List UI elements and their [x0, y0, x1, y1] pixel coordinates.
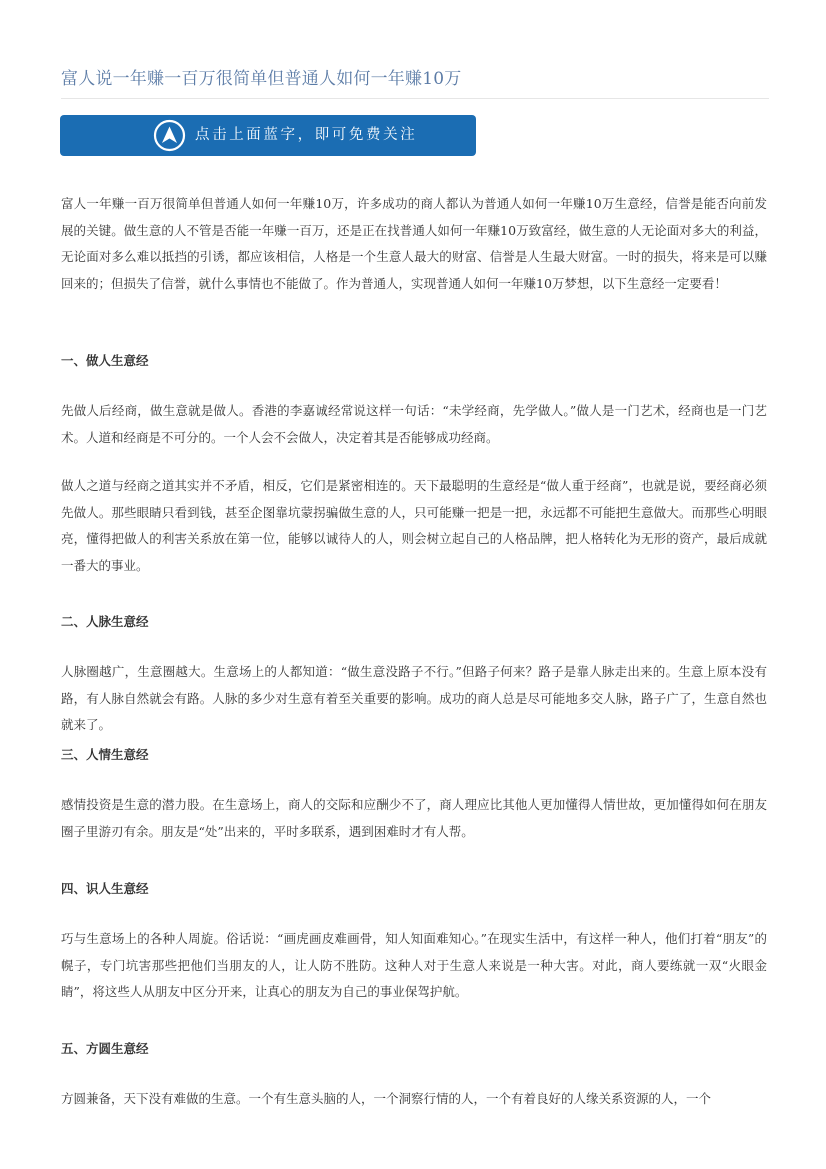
section-1-paragraph-1: 先做人后经商，做生意就是做人。香港的李嘉诚经常说这样一句话：“未学经商，先学做人。”做人是一门艺术，经商也是一门艺术。人道和经商是不可分的。一个人会不会做人，决定着其是否能够成功经商。 [61, 403, 767, 445]
section-heading-4: 四、识人生意经 [61, 881, 149, 896]
navigation-arrow-icon [153, 119, 186, 152]
section-1-paragraph-2-block [61, 473, 767, 579]
section-5-paragraph-1-block [61, 1086, 767, 1113]
section-3-paragraph-1: 感情投资是生意的潜力股。在生意场上，商人的交际和应酬少不了，商人理应比其他人更加懂得人情世故，更加懂得如何在朋友圈子里游刃有余。朋友是“处”出来的，平时多联系，遇到困难时才有人帮。 [61, 797, 767, 839]
section-heading-2: 二、人脉生意经 [61, 614, 149, 629]
section-heading-3: 三、人情生意经 [61, 747, 149, 762]
section-heading-5: 五、方圆生意经 [61, 1041, 149, 1056]
section-4-paragraph-1: 巧与生意场上的各种人周旋。俗话说：“画虎画皮难画骨，知人知面难知心。”在现实生活中，有这样一种人，他们打着“朋友”的幌子，专门坑害那些把他们当朋友的人，让人防不胜防。这种人对于生意人来说是一种大害。对此，商人要练就一双“火眼金睛”，将这些人从朋友中区分开来，让真心的朋友为自己的事业保驾护航。 [61, 931, 767, 1000]
section-2-paragraph-1-block [61, 659, 767, 739]
follow-banner-button[interactable] [60, 115, 476, 156]
section-heading-1: 一、做人生意经 [61, 353, 149, 368]
follow-banner-label: 点击上面蓝字，即可免费关注 [195, 127, 418, 143]
title-divider [61, 98, 769, 99]
article-title: 富人说一年赚一百万很简单但普通人如何一年赚10万 [61, 69, 462, 89]
section-3-paragraph-1-block [61, 792, 767, 845]
section-4-paragraph-1-block [61, 926, 767, 1006]
section-5-paragraph-1: 方圆兼备，天下没有难做的生意。一个有生意头脑的人，一个洞察行情的人，一个有着良好的人缘关系资源的人，一个 [61, 1091, 712, 1106]
section-1-paragraph-1-block [61, 398, 767, 451]
intro-paragraph: 富人一年赚一百万很简单但普通人如何一年赚10万，许多成功的商人都认为普通人如何一年赚10万生意经，信誉是能否向前发展的关键。做生意的人不管是否能一年赚一百万，还是正在找普通人如何一年赚10万致富经，做生意的人无论面对多大的利益，无论面对多么难以抵挡的引诱，都应该相信，人格是一个生意人最大的财富、信誉是人生最大财富。一时的损失，将来是可以赚回来的；但损失了信誉，就什么事情也不能做了。作为普通人，实现普通人如何一年赚10万梦想，以下生意经一定要看！ [61, 196, 767, 291]
intro-block [61, 191, 767, 297]
section-1-paragraph-2: 做人之道与经商之道其实并不矛盾，相反，它们是紧密相连的。天下最聪明的生意经是“做人重于经商”，也就是说，要经商必须先做人。那些眼睛只看到钱，甚至企图靠坑蒙拐骗做生意的人，只可能赚一把是一把，永远都不可能把生意做大。而那些心明眼亮，懂得把做人的利害关系放在第一位，能够以诚待人的人，则会树立起自己的人格品牌，把人格转化为无形的资产，最后成就一番大的事业。 [61, 478, 767, 573]
section-2-paragraph-1: 人脉圈越广，生意圈越大。生意场上的人都知道：“做生意没路子不行。”但路子何来？路子是靠人脉走出来的。生意上原本没有路，有人脉自然就会有路。人脉的多少对生意有着至关重要的影响。成功的商人总是尽可能地多交人脉，路子广了，生意自然也就来了。 [61, 664, 767, 733]
